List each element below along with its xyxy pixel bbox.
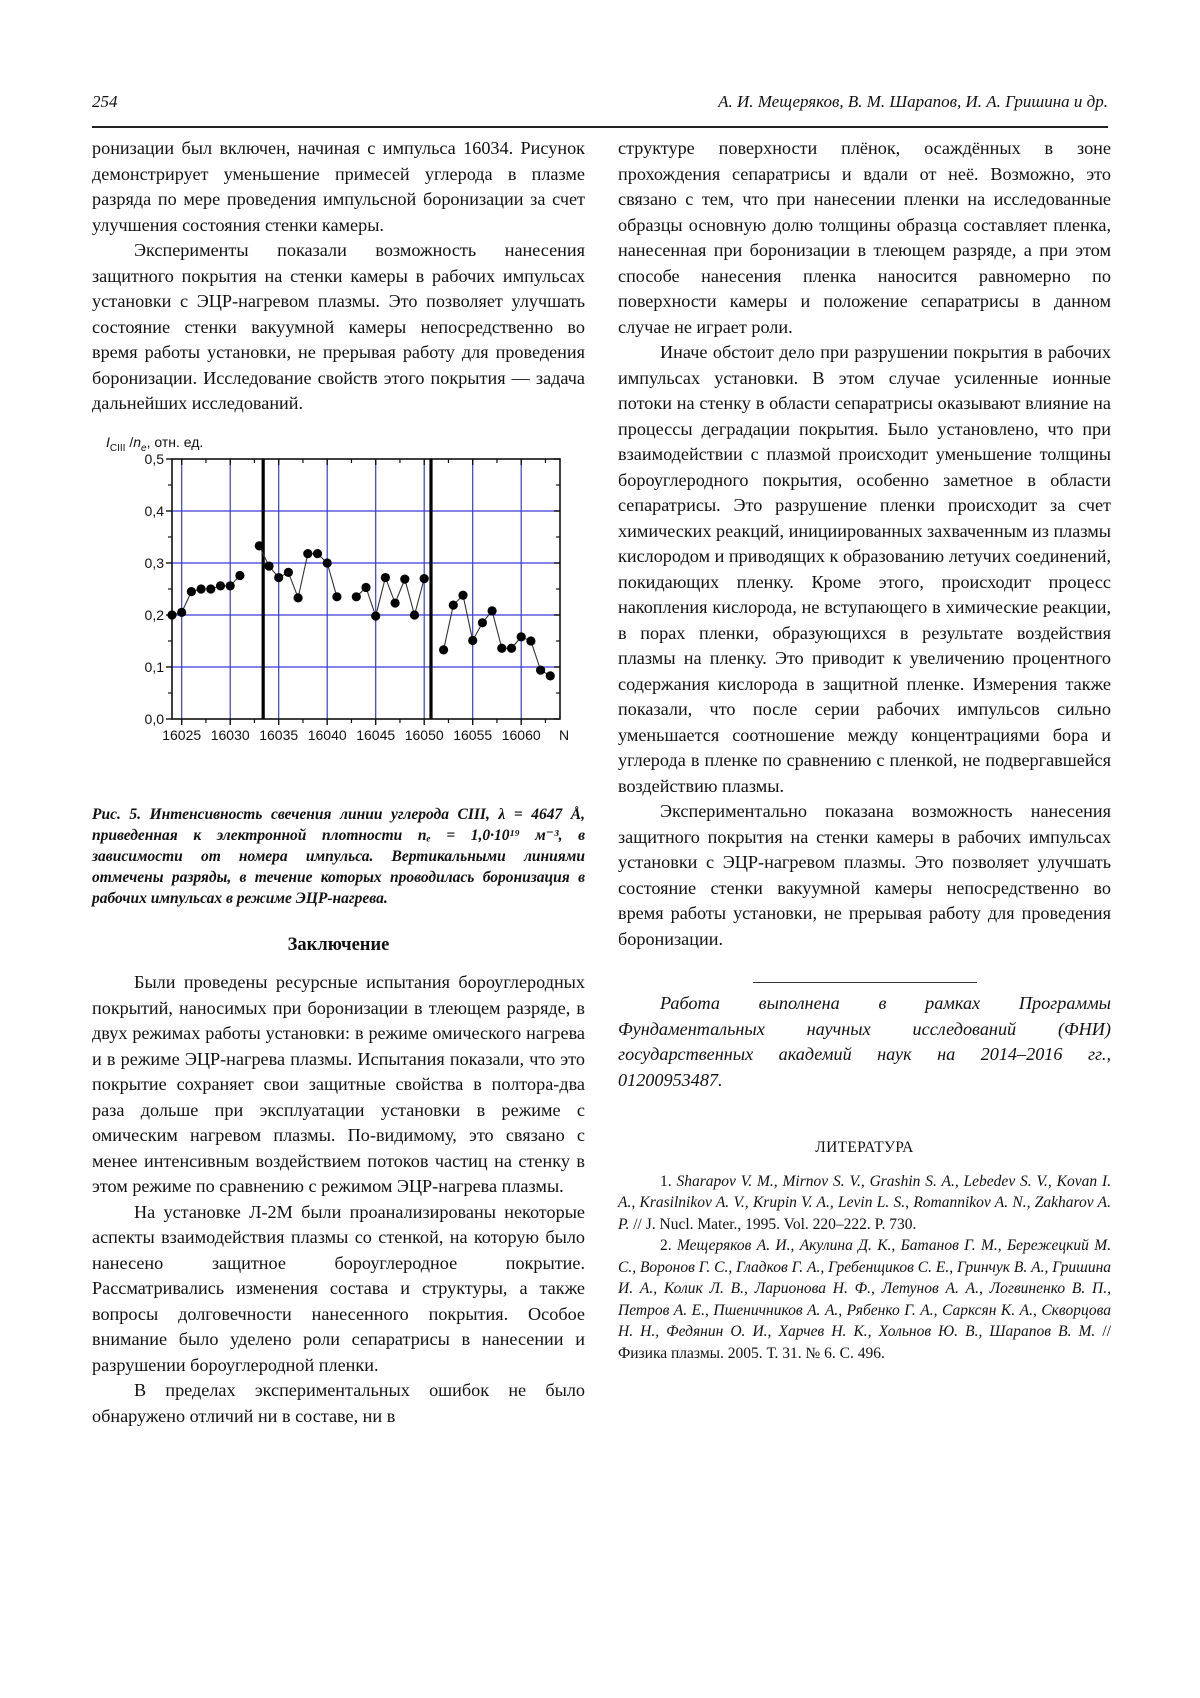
data-point <box>420 574 429 583</box>
separator-rule <box>753 982 977 983</box>
y-tick-label: 0,5 <box>144 450 164 467</box>
data-point <box>410 610 419 619</box>
reference-number: 2. <box>660 1237 672 1254</box>
references-title: ЛИТЕРАТУРА <box>815 1139 914 1156</box>
data-point <box>352 592 361 601</box>
right-column <box>618 136 1111 1364</box>
data-point <box>216 581 225 590</box>
x-tick-label: 16030 <box>210 726 250 743</box>
x-tick-label: 16050 <box>404 726 444 743</box>
data-point <box>264 561 273 570</box>
y-tick-label: 0,1 <box>144 658 164 675</box>
data-point <box>284 567 293 576</box>
paragraph: ронизации был включен, начиная с импульса 16034. Рисунок демонстрирует уменьшение примесей углерода в плазме разряда по мере проведения импульсной боронизации за счет улучшения состояния стенки камеры. <box>92 138 585 235</box>
reference-authors: Sharapov V. M., Mirnov S. V., Grashin S. A., Lebedev S. V., Kovan I. A., Krasilnikov A. V., Krupin V. A., Levin L. S., Romannikov A. N., Zakharov A. P. <box>618 1172 1112 1233</box>
reference-number: 1. <box>660 1172 672 1190</box>
data-point <box>167 610 176 619</box>
data-point <box>235 570 244 579</box>
y-tick-label: 0,4 <box>144 502 164 519</box>
data-point <box>303 549 312 558</box>
paragraph: В пределах экспериментальных ошибок не было обнаружено отличий ни в составе, ни в <box>92 1380 585 1426</box>
series-line <box>444 595 551 676</box>
data-point <box>439 645 448 654</box>
x-tick-label: 16055 <box>453 726 493 743</box>
x-tick-label: 16025 <box>162 726 202 743</box>
data-point <box>507 643 516 652</box>
data-point <box>197 584 206 593</box>
data-point <box>497 643 506 652</box>
data-point <box>361 582 370 591</box>
data-point <box>187 587 196 596</box>
data-point <box>274 572 283 581</box>
y-tick-label: 0,0 <box>144 710 164 727</box>
data-point <box>323 558 332 567</box>
paragraph: Были проведены ресурсные испытания бороуглеродных покрытий, наносимых при боронизации в тлеющем разряде, в двух режимах работы установки: в режиме омического нагрева и в режиме ЭЦР-нагрева плазмы. Испытания показали, что это покрытие сохраняет свои защитные свойства в полтора-два раза дольше при эксплуатации установки в режиме с омическим нагревом плазмы. По-видимому, это связано с менее интенсивным воздействием потоков частиц на стенку в этом режиме по сравнению с режимом ЭЦР-нагрева плазмы. <box>92 972 585 1196</box>
figure-5 <box>92 429 585 804</box>
paragraph: структуре поверхности плёнок, осаждённых в зоне прохождения сепаратрисы и вдали от неё. Возможно, это связано с тем, что при нанесении пленки на исследованные образцы основную долю толщины образца составляет пленка, нанесенная при боронизации в тлеющем разряде, а при этом способе нанесения пленка наносится равномерно по поверхности камеры и положение сепаратрисы в данном случае не играет роли. <box>618 138 1111 337</box>
chart <box>92 429 585 804</box>
data-point <box>449 600 458 609</box>
figure-caption: Рис. 5. Интенсивность свечения линии углерода CIII, λ = 4647 Å, приведенная к электронной плотности nₑ = 1,0·10¹⁹ м⁻³, в зависимости от номера импульса. Вертикальными линиями отмечены разряды, в течение которых проводилась боронизация в рабочих импульсах в режиме ЭЦР-нагрева. <box>92 805 585 907</box>
x-tick-label: 16060 <box>501 726 541 743</box>
data-point <box>546 671 555 680</box>
page-number: 254 <box>92 92 118 111</box>
data-point <box>478 618 487 627</box>
data-point <box>468 635 477 644</box>
data-point <box>381 572 390 581</box>
reference-item <box>618 1235 1111 1364</box>
acknowledgement: Работа выполнена в рамках Программы Фундаментальных научных исследований (ФНИ) государственных академий наук на 2014–2016 гг., 01200953487. <box>618 993 1111 1090</box>
x-tick-label: 16035 <box>259 726 299 743</box>
running-head-authors: А. И. Мещеряков, В. М. Шарапов, И. А. Гришина и др. <box>718 92 1108 111</box>
references-list <box>618 1171 1111 1365</box>
data-point <box>332 592 341 601</box>
series-line <box>259 545 337 597</box>
paragraph: Экспериментально показана возможность нанесения защитного покрытия на стенки камеры в рабочих импульсах установки с ЭЦР-нагревом плазмы. Это позволяет улучшать состояние стенки вакуумной камеры непосредственно во время работы установки, не прерывая работу для проведения боронизации. <box>618 801 1111 949</box>
header-rule <box>92 126 1108 128</box>
data-point <box>536 665 545 674</box>
data-point <box>400 574 409 583</box>
y-tick-label: 0,2 <box>144 606 164 623</box>
y-axis-label: $I_{CIII}$ $/n_e$, отн. ед. <box>106 433 204 454</box>
left-column <box>92 136 585 1429</box>
paragraph: Иначе обстоит дело при разрушении покрытия в рабочих импульсах установки. В этом случае усиленные ионные потоки на стенку в области сепаратрисы оказывают влияние на процессы деградации покрытия. Было установлено, что при взаимодействии с плазмой происходит уменьшение толщины бороуглеродного покрытия, особенно заметное в области сепаратрисы. Это разрушение пленки происходит за счет химических реакций, инициированных захваченным из плазмы кислородом и приводящих к образованию летучих соединений, покидающих пленку. Кроме этого, происходит процесс накопления кислорода, не вступающего в химические реакции, в порах пленки, образующихся в результате воздействия плазмы на пленку. Это приводит к увеличению процентного содержания кислорода в защитной пленке. Измерения также показали, что после серии рабочих импульсов сильно уменьшается соотношение между концентрациями бора и углерода в пленке по сравнению с пленкой, не подвергавшейся воздействию плазмы. <box>618 342 1111 796</box>
x-axis-label: N <box>558 726 570 743</box>
paragraph: На установке Л-2М были проанализированы некоторые аспекты взаимодействия плазмы со стенкой, на которую было нанесено защитное бороуглеродное покрытие. Рассматривались изменения состава и структуры, а также вопросы долговечности нанесенного покрытия. Особое внимание было уделено роли сепаратрисы в нанесении и разрушении бороуглеродной пленки. <box>92 1201 585 1375</box>
data-point <box>371 611 380 620</box>
x-tick-label: 16040 <box>307 726 347 743</box>
reference-item <box>618 1171 1111 1236</box>
data-point <box>391 598 400 607</box>
reference-authors: Мещеряков А. И., Акулина Д. К., Батанов Г. М., Бережецкий М. С., Воронов Г. С., Гладков Г. А., Гребенщиков С. Е., Гринчук В. А., Гришина И. А., Колик Л. В., Ларионова Н. Ф., Летунов А. А., Логвиненко В. П., Петров А. Е., Пшеничников А. А., Рябенко Г. А., Сарксян К. А., Скворцова Н. Н., Федянин О. И., Харчев Н. К., Хольнов Ю. В., Шарапов В. М. <box>618 1237 1112 1340</box>
data-point <box>488 606 497 615</box>
data-point <box>294 593 303 602</box>
data-point <box>458 590 467 599</box>
section-title-conclusion: Заключение <box>287 934 390 955</box>
data-point <box>206 584 215 593</box>
data-point <box>526 636 535 645</box>
x-tick-label: 16045 <box>356 726 396 743</box>
reference-source: // J. Nucl. Mater., 1995. Vol. 220–222. P. 730. <box>633 1215 917 1233</box>
y-tick-label: 0,3 <box>144 554 164 571</box>
data-point <box>177 607 186 616</box>
data-point <box>517 632 526 641</box>
data-point <box>226 581 235 590</box>
running-head <box>92 92 1108 118</box>
reference-source: // Физика плазмы. 2005. Т. 31. № 6. С. 496. <box>618 1323 1112 1362</box>
data-point <box>313 549 322 558</box>
data-point <box>255 541 264 550</box>
paragraph: Эксперименты показали возможность нанесения защитного покрытия на стенки камеры в рабочих импульсах установки с ЭЦР-нагревом плазмы. Это позволяет улучшать состояние стенки вакуумной камеры непосредственно во время работы установки, не прерывая работу для проведения боронизации. Исследование свойств этого покрытия — задача дальнейших исследований. <box>92 240 585 413</box>
